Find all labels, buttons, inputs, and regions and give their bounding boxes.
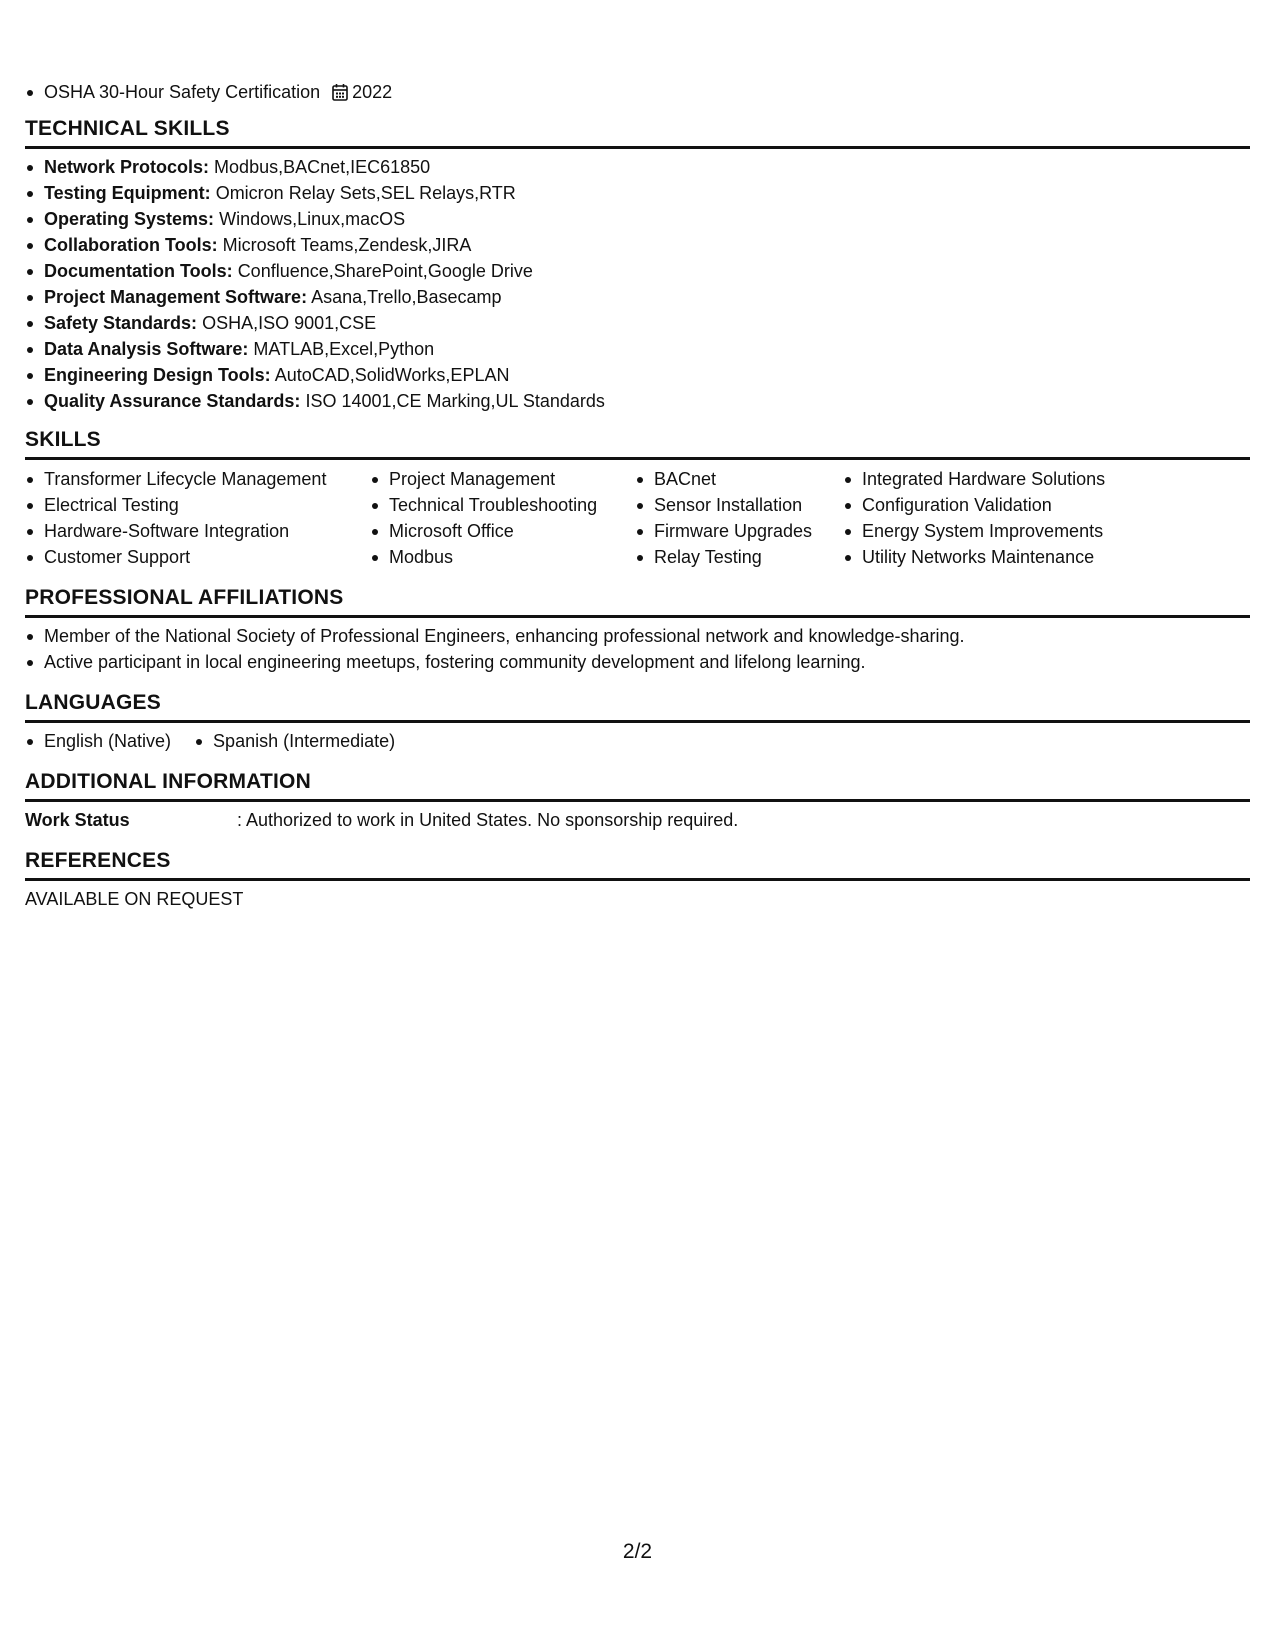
technical-skill-item (25, 336, 1250, 362)
technical-skills-heading: TECHNICAL SKILLS (25, 116, 1250, 149)
languages-list (25, 728, 1250, 754)
skills-grid (25, 466, 1250, 570)
technical-skill-value: OSHA,ISO 9001,CSE (202, 313, 377, 333)
technical-skill-label: Data Analysis Software: (44, 339, 249, 359)
skill-item: Sensor Installation (635, 492, 843, 518)
skill-item: Integrated Hardware Solutions (843, 466, 1143, 492)
affiliations-list (25, 623, 1250, 675)
references-heading: REFERENCES (25, 848, 1250, 881)
skill-item: Hardware-Software Integration (25, 518, 370, 544)
technical-skill-item (25, 258, 1250, 284)
technical-skill-label: Project Management Software: (44, 287, 308, 307)
certifications-list (25, 79, 392, 105)
resume-page (25, 0, 1250, 1650)
skill-item: Electrical Testing (25, 492, 370, 518)
language-item: Spanish (Intermediate) (194, 728, 395, 754)
additional-info-heading: ADDITIONAL INFORMATION (25, 769, 1250, 802)
technical-skill-item (25, 206, 1250, 232)
skill-item: Customer Support (25, 544, 370, 570)
certification-item (25, 79, 392, 105)
skill-item: Transformer Lifecycle Management (25, 466, 370, 492)
skill-item: Relay Testing (635, 544, 843, 570)
technical-skill-value: AutoCAD,SolidWorks,EPLAN (274, 365, 510, 385)
technical-skill-label: Safety Standards: (44, 313, 198, 333)
technical-skills-list (25, 154, 1250, 414)
technical-skill-item (25, 232, 1250, 258)
affiliation-item: Member of the National Society of Professional Engineers, enhancing professional network and knowledge-sharing. (25, 623, 1250, 649)
technical-skill-label: Collaboration Tools: (44, 235, 218, 255)
technical-skill-item (25, 362, 1250, 388)
skill-item: Energy System Improvements (843, 518, 1143, 544)
technical-skill-label: Documentation Tools: (44, 261, 233, 281)
technical-skill-value: Modbus,BACnet,IEC61850 (214, 157, 431, 177)
additional-info-body (25, 807, 1250, 833)
technical-skill-label: Quality Assurance Standards: (44, 391, 301, 411)
technical-skill-value: Windows,Linux,macOS (219, 209, 406, 229)
affiliations-heading: PROFESSIONAL AFFILIATIONS (25, 585, 1250, 618)
technical-skill-value: Omicron Relay Sets,SEL Relays,RTR (215, 183, 516, 203)
languages-heading: LANGUAGES (25, 690, 1250, 723)
technical-skill-item (25, 388, 1250, 414)
skill-item: Microsoft Office (370, 518, 635, 544)
technical-skill-value: MATLAB,Excel,Python (253, 339, 435, 359)
certification-year: 2022 (352, 82, 393, 102)
technical-skill-value: Confluence,SharePoint,Google Drive (237, 261, 533, 281)
references-text: AVAILABLE ON REQUEST (25, 889, 244, 909)
skill-item: Technical Troubleshooting (370, 492, 635, 518)
technical-skill-item (25, 284, 1250, 310)
work-status-label: Work Status (25, 810, 130, 830)
technical-skill-label: Testing Equipment: (44, 183, 211, 203)
skills-column (370, 466, 635, 570)
technical-skill-item (25, 154, 1250, 180)
work-status-value: : Authorized to work in United States. No sponsorship required. (237, 810, 739, 830)
technical-skill-label: Operating Systems: (44, 209, 215, 229)
certification-date (332, 79, 392, 105)
page-number: 2/2 (622, 1540, 653, 1563)
skills-heading: SKILLS (25, 427, 1250, 460)
calendar-icon (332, 83, 348, 101)
work-status-row (25, 807, 1250, 833)
skills-column (635, 466, 843, 570)
technical-skill-value: Asana,Trello,Basecamp (311, 287, 502, 307)
skill-item: Project Management (370, 466, 635, 492)
skill-item: Firmware Upgrades (635, 518, 843, 544)
skill-item: Utility Networks Maintenance (843, 544, 1143, 570)
skill-item: Modbus (370, 544, 635, 570)
skill-item: Configuration Validation (843, 492, 1143, 518)
technical-skill-value: ISO 14001,CE Marking,UL Standards (305, 391, 605, 411)
technical-skill-value: Microsoft Teams,Zendesk,JIRA (222, 235, 472, 255)
skills-column (843, 466, 1143, 570)
technical-skill-item (25, 310, 1250, 336)
skills-column (25, 466, 370, 570)
technical-skill-label: Engineering Design Tools: (44, 365, 271, 385)
affiliation-item: Active participant in local engineering meetups, fostering community development and lifelong learning. (25, 649, 1250, 675)
language-item: English (Native) (25, 728, 171, 754)
certification-name: OSHA 30-Hour Safety Certification (44, 82, 321, 102)
skill-item: BACnet (635, 466, 843, 492)
technical-skill-label: Network Protocols: (44, 157, 210, 177)
technical-skill-item (25, 180, 1250, 206)
